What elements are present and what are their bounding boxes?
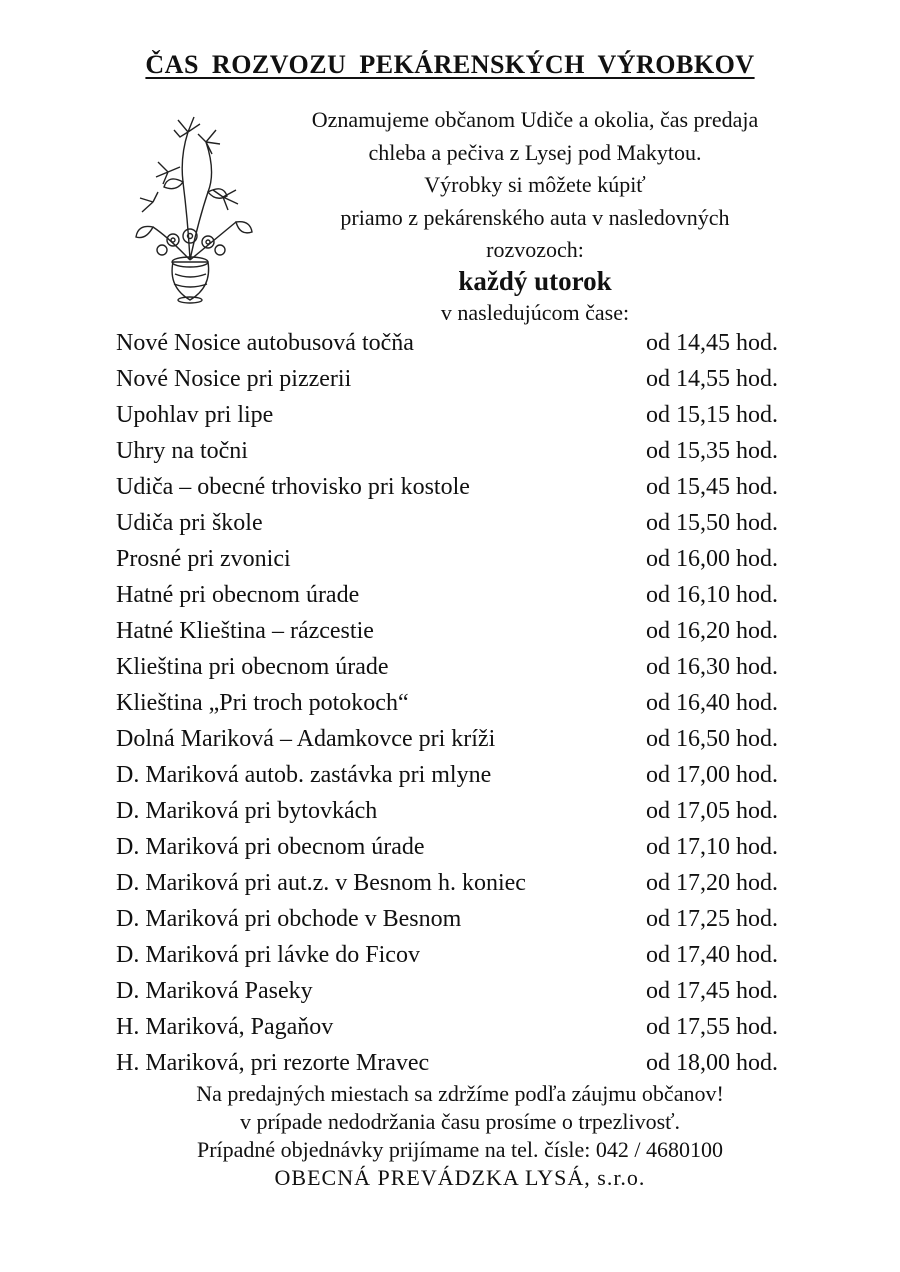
delivery-day: každý utorok [458, 266, 612, 296]
stop-place: H. Mariková, pri rezorte Mravec [116, 1050, 430, 1076]
stop-place: H. Mariková, Pagaňov [116, 1014, 334, 1040]
intro-line: chleba a pečiva z Lysej pod Makytou. [368, 139, 702, 165]
schedule-row [116, 433, 816, 469]
stop-time: od 16,50 hod. [646, 726, 778, 752]
schedule-row [116, 325, 816, 361]
stop-place: D. Mariková pri obchode v Besnom [116, 906, 462, 932]
schedule-row [116, 937, 816, 973]
stop-time: od 16,20 hod. [646, 618, 778, 644]
stop-time: od 15,45 hod. [646, 474, 778, 500]
page-title: ČAS ROZVOZU PEKÁRENSKÝCH VÝROBKOV [145, 50, 755, 79]
stop-time: od 16,10 hod. [646, 582, 778, 608]
stop-place: Klieština „Pri troch potokoch“ [116, 690, 409, 716]
intro-line: Oznamujeme občanom Udiče a okolia, čas predaja [311, 107, 759, 132]
schedule-row [116, 901, 816, 937]
intro-line: Výrobky si môžete kúpiť [424, 172, 646, 197]
stop-time: od 14,45 hod. [646, 330, 778, 356]
stop-place: D. Mariková Paseky [116, 978, 313, 1004]
schedule-row [116, 1045, 816, 1081]
schedule-row [116, 721, 816, 757]
stop-place: Udiča pri škole [116, 510, 263, 536]
stop-time: od 17,10 hod. [646, 834, 778, 860]
stop-time: od 16,00 hod. [646, 546, 778, 572]
stop-time: od 17,05 hod. [646, 798, 778, 824]
schedule-row [116, 757, 816, 793]
schedule-row [116, 613, 816, 649]
stop-time: od 14,55 hod. [646, 366, 778, 392]
schedule-row [116, 541, 816, 577]
flower-vase-icon [128, 112, 258, 312]
schedule-row [116, 649, 816, 685]
stop-time: od 17,20 hod. [646, 870, 778, 896]
stop-time: od 17,45 hod. [646, 978, 778, 1004]
schedule-row [116, 829, 816, 865]
stop-time: od 17,00 hod. [646, 762, 778, 788]
intro-text [285, 104, 785, 267]
stop-place: D. Mariková pri lávke do Ficov [116, 942, 420, 968]
schedule-row [116, 577, 816, 613]
stop-place: Dolná Mariková – Adamkovce pri kríži [116, 726, 496, 752]
stop-time: od 18,00 hod. [646, 1050, 778, 1076]
stop-time: od 16,30 hod. [646, 654, 778, 680]
company-name: OBECNÁ PREVÁDZKA LYSÁ, s.r.o. [274, 1165, 646, 1190]
stop-place: D. Mariková pri aut.z. v Besnom h. koniec [116, 870, 526, 896]
stop-place: Upohlav pri lipe [116, 402, 274, 428]
schedule-row [116, 865, 816, 901]
stop-place: Prosné pri zvonici [116, 546, 291, 572]
stop-time: od 17,55 hod. [646, 1014, 778, 1040]
schedule-row [116, 469, 816, 505]
stop-time: od 16,40 hod. [646, 690, 778, 716]
schedule-list [116, 325, 816, 1081]
schedule-row [116, 685, 816, 721]
intro-line: priamo z pekárenského auta v nasledovných [340, 204, 730, 230]
stop-place: D. Mariková pri obecnom úrade [116, 834, 425, 860]
stop-place: Klieština pri obecnom úrade [116, 654, 389, 680]
stop-place: Udiča – obecné trhovisko pri kostole [116, 474, 470, 500]
stop-time: od 15,15 hod. [646, 402, 778, 428]
footer-line: v prípade nedodržania času prosíme o trpezlivosť. [239, 1109, 681, 1134]
stop-time: od 17,25 hod. [646, 906, 778, 932]
stop-place: Nové Nosice autobusová točňa [116, 330, 414, 356]
intro-line: rozvozoch: [486, 237, 584, 262]
footer-notice [0, 1080, 900, 1192]
schedule-row [116, 397, 816, 433]
footer-phone: Prípadné objednávky prijímame na tel. čísle: 042 / 4680100 [196, 1137, 724, 1162]
schedule-row [116, 361, 816, 397]
time-note: v nasledujúcom čase: [440, 300, 630, 325]
schedule-row [116, 505, 816, 541]
stop-place: Hatné Klieština – rázcestie [116, 618, 374, 644]
schedule-row [116, 973, 816, 1009]
schedule-row [116, 1009, 816, 1045]
stop-place: Nové Nosice pri pizzerii [116, 366, 352, 392]
stop-time: od 17,40 hod. [646, 942, 778, 968]
schedule-row [116, 793, 816, 829]
stop-place: D. Mariková pri bytovkách [116, 798, 378, 824]
stop-place: Uhry na točni [116, 438, 248, 464]
footer-line: Na predajných miestach sa zdržíme podľa záujmu občanov! [196, 1081, 724, 1106]
stop-time: od 15,50 hod. [646, 510, 778, 536]
stop-place: D. Mariková autob. zastávka pri mlyne [116, 762, 492, 788]
stop-time: od 15,35 hod. [646, 438, 778, 464]
stop-place: Hatné pri obecnom úrade [116, 582, 360, 608]
